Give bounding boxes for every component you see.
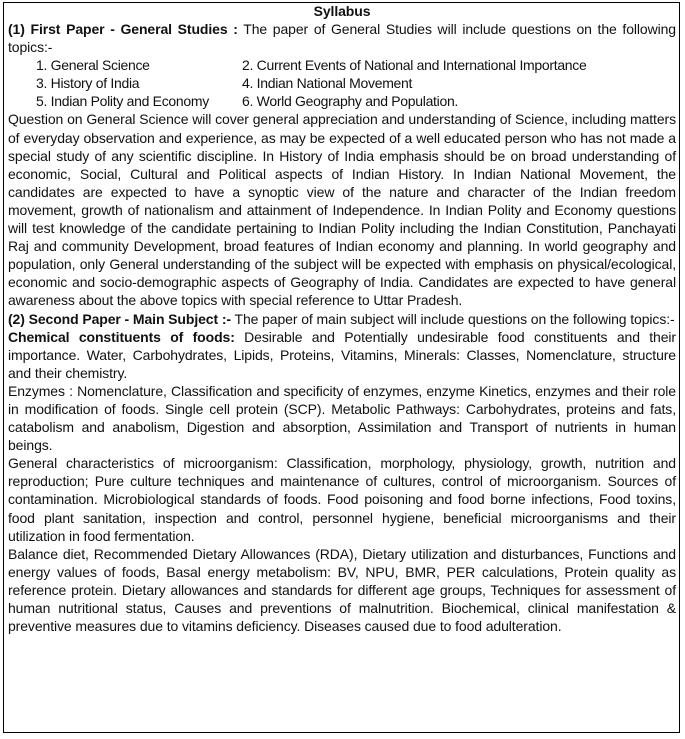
topic-item: 5. Indian Polity and Economy [36,93,209,110]
section-text: Desirable and Potentially undesirable food constituents and their importance. Water, Carbohydrates, Lipids, Proteins, Vitamins, Minerals: Classes, Nomenclature, structure and their chemistry. [8,328,676,381]
paper2-heading: (2) Second Paper - Main Subject :- [8,310,231,327]
section-diet: Balance diet, Recommended Dietary Allowances (RDA), Dietary utilization and disturbances, Functions and energy values of foods, Basal energy metabolism: BV, NPU, BMR, PER calculations, Protein quality as reference protein. Dietary allowances and standards for different age groups, Techniques for assessment of human nutritional status, Causes and preventions of malnutrition. Biochemical, clinical manifestation & preventive measures due to vitamins deficiency. Diseases caused due to food adulteration. [8,545,676,635]
section-heading: Chemical constituents of foods: [8,328,235,345]
paper1-heading: (1) First Paper - General Studies : [8,21,238,37]
paper1-topic-list [8,56,676,110]
syllabus-document [3,2,680,733]
section-chemical-constituents [8,328,676,382]
paper1-intro-paragraph [8,20,676,56]
topic-item: 3. History of India [36,75,140,92]
paper2-intro-paragraph [8,310,676,328]
paper1-intro: The paper of General Studies will include questions on the following topics:- [8,21,676,56]
paper1-body-paragraph: Question on General Science will cover general appreciation and understanding of Science, including matters of everyday observation and experience, as may be expected of a well educated person who has not made a special study of any scientific discipline. In History of India emphasis should be on broad understanding of economic, Social, Cultural and Political aspects of Indian History. In Indian National Movement, the candidates are expected to have a synoptic view of the nature and character of the Indian freedom movement, growth of nationalism and attainment of Independence. In Indian Polity and Economy questions will test knowledge of the candidate pertaining to Indian Polity including the Indian Constitution, Panchayati Raj and community Development, broad features of Indian economy and planning. In world geography and population, only General understanding of the subject will be expected with emphasis on physical/ecological, economic and socio-demographic aspects of Geography of India. Candidates are expected to have general awareness about the above topics with special reference to Uttar Pradesh. [8,111,676,309]
section-enzymes: Enzymes : Nomenclature, Classification and specificity of enzymes, enzyme Kinetics, enzymes and their role in modification of foods. Single cell protein (SCP). Metabolic Pathways: Carbohydrates, proteins and fats, catabolism and anabolism, Digestion and absorption, Assimilation and Transport of nutrients in human beings. [8,382,676,454]
paper2-intro: The paper of main subject will include questions on the following topics:- [230,310,675,327]
topic-item: 4. Indian National Movement [242,75,413,92]
section-microorganism: General characteristics of microorganism: Classification, morphology, physiology, growth, nutrition and reproduction; Pure culture techniques and maintenance of cultures, control of microorganism. Sources of contamination. Microbiological standards of foods. Food poisoning and food borne infections, Food toxins, food plant sanitation, inspection and control, personnel hygiene, beneficial microorganisms and their utilization in food fermentation. [8,455,676,544]
topic-item: 2. Current Events of National and International Importance [242,57,587,74]
topic-item: 1. General Science [36,57,150,74]
page-title: Syllabus [313,3,371,19]
topic-item: 6. World Geography and Population. [242,93,459,110]
